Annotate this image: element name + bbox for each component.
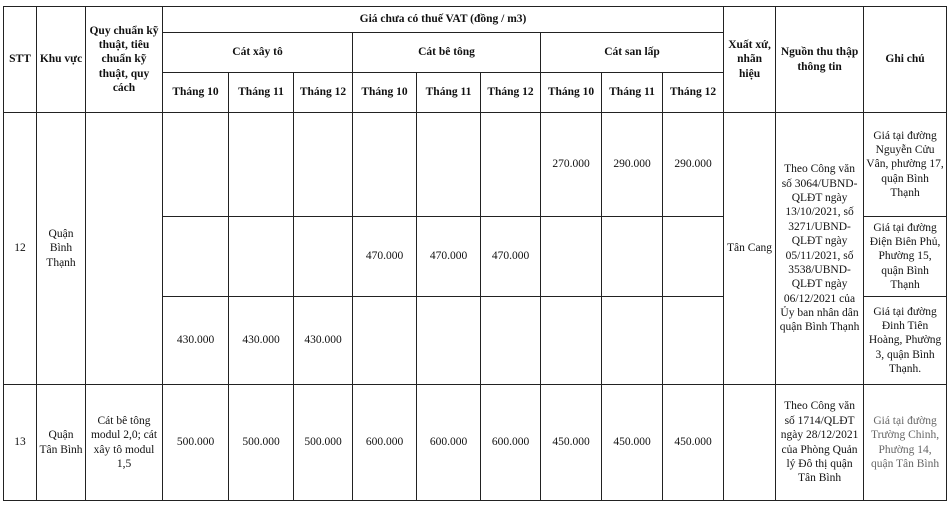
empty-cell bbox=[481, 113, 541, 217]
header-cat-san-lap: Cát san lấp bbox=[541, 33, 724, 73]
month-header: Tháng 12 bbox=[481, 73, 541, 113]
ghi-chu-cell: Giá tại đường Đinh Tiên Hoàng, Phường 3, quận Bình Thạnh. bbox=[864, 297, 947, 385]
price-cell: 600.000 bbox=[417, 385, 481, 501]
empty-cell bbox=[663, 297, 724, 385]
ghi-chu-cell: Giá tại đường Điện Biên Phủ, Phường 15, quận Bình Thạnh bbox=[864, 217, 947, 297]
price-cell: 290.000 bbox=[602, 113, 663, 217]
empty-cell bbox=[294, 113, 353, 217]
quy-chuan-cell bbox=[86, 113, 163, 385]
price-cell: 500.000 bbox=[294, 385, 353, 501]
month-header: Tháng 11 bbox=[602, 73, 663, 113]
khu-vuc-cell: Quận Bình Thạnh bbox=[37, 113, 86, 385]
empty-cell bbox=[541, 217, 602, 297]
header-gia: Giá chưa có thuế VAT (đồng / m3) bbox=[163, 7, 724, 33]
price-cell: 600.000 bbox=[481, 385, 541, 501]
xuat-xu-cell bbox=[724, 385, 776, 501]
price-cell: 500.000 bbox=[229, 385, 294, 501]
nguon-cell: Theo Công văn số 1714/QLĐT ngày 28/12/2021 của Phòng Quản lý Đô thị quận Tân Bình bbox=[776, 385, 864, 501]
empty-cell bbox=[353, 297, 417, 385]
stt-cell: 12 bbox=[4, 113, 37, 385]
month-header: Tháng 11 bbox=[417, 73, 481, 113]
table-row bbox=[4, 113, 947, 217]
header-row-1 bbox=[4, 7, 947, 33]
empty-cell bbox=[163, 113, 229, 217]
price-cell: 430.000 bbox=[229, 297, 294, 385]
price-table bbox=[3, 6, 947, 501]
header-stt: STT bbox=[4, 7, 37, 113]
empty-cell bbox=[353, 113, 417, 217]
empty-cell bbox=[602, 297, 663, 385]
header-xuat-xu: Xuất xứ, nhãn hiệu bbox=[724, 7, 776, 113]
price-cell: 430.000 bbox=[163, 297, 229, 385]
empty-cell bbox=[294, 217, 353, 297]
empty-cell bbox=[541, 297, 602, 385]
price-cell: 290.000 bbox=[663, 113, 724, 217]
table-row bbox=[4, 385, 947, 501]
price-cell: 450.000 bbox=[541, 385, 602, 501]
price-cell: 270.000 bbox=[541, 113, 602, 217]
quy-chuan-cell: Cát bê tông modul 2,0; cát xây tô modul 1,5 bbox=[86, 385, 163, 501]
empty-cell bbox=[663, 217, 724, 297]
month-header: Tháng 11 bbox=[229, 73, 294, 113]
empty-cell bbox=[602, 217, 663, 297]
price-cell: 430.000 bbox=[294, 297, 353, 385]
month-header: Tháng 12 bbox=[294, 73, 353, 113]
price-cell: 450.000 bbox=[602, 385, 663, 501]
price-cell: 600.000 bbox=[353, 385, 417, 501]
price-cell: 470.000 bbox=[417, 217, 481, 297]
header-nguon: Nguồn thu thập thông tin bbox=[776, 7, 864, 113]
month-header: Tháng 10 bbox=[541, 73, 602, 113]
empty-cell bbox=[163, 217, 229, 297]
month-header: Tháng 10 bbox=[163, 73, 229, 113]
header-cat-be-tong: Cát bê tông bbox=[353, 33, 541, 73]
empty-cell bbox=[417, 113, 481, 217]
header-khu-vuc: Khu vực bbox=[37, 7, 86, 113]
empty-cell bbox=[229, 217, 294, 297]
empty-cell bbox=[417, 297, 481, 385]
price-cell: 500.000 bbox=[163, 385, 229, 501]
header-quy-chuan: Quy chuẩn kỹ thuật, tiêu chuẩn kỹ thuật, quy cách bbox=[86, 7, 163, 113]
stt-cell: 13 bbox=[4, 385, 37, 501]
nguon-cell: Theo Công văn số 3064/UBND-QLĐT ngày 13/10/2021, số 3271/UBND-QLĐT ngày 05/11/2021, số 3538/UBND-QLĐT ngày 06/12/2021 của Ủy ban nhân dân quận Bình Thạnh bbox=[776, 113, 864, 385]
header-ghi-chu: Ghi chú bbox=[864, 7, 947, 113]
price-cell: 450.000 bbox=[663, 385, 724, 501]
empty-cell bbox=[481, 297, 541, 385]
header-cat-xay-to: Cát xây tô bbox=[163, 33, 353, 73]
month-header: Tháng 10 bbox=[353, 73, 417, 113]
empty-cell bbox=[229, 113, 294, 217]
ghi-chu-cell: Giá tại đường Nguyễn Cửu Vân, phường 17, quận Bình Thạnh bbox=[864, 113, 947, 217]
ghi-chu-cell: Giá tại đường Trường Chinh, Phường 14, quận Tân Bình bbox=[864, 385, 947, 501]
khu-vuc-cell: Quận Tân Bình bbox=[37, 385, 86, 501]
month-header: Tháng 12 bbox=[663, 73, 724, 113]
xuat-xu-cell: Tân Cang bbox=[724, 113, 776, 385]
price-cell: 470.000 bbox=[481, 217, 541, 297]
price-cell: 470.000 bbox=[353, 217, 417, 297]
